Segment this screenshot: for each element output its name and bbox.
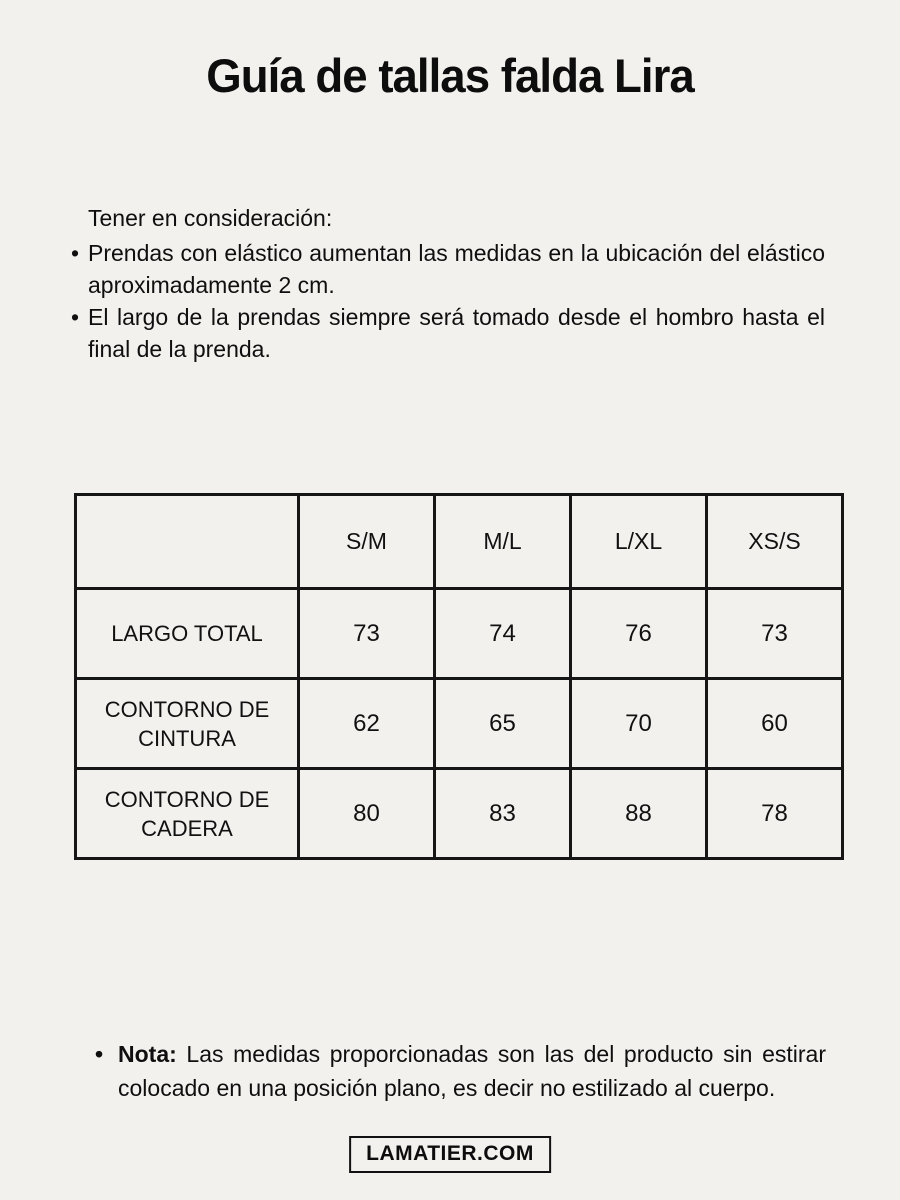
measure-value: 60 (707, 679, 843, 769)
table-row (76, 589, 843, 679)
size-table-header-row (76, 495, 843, 589)
size-table-header (76, 495, 843, 589)
measure-value: 83 (435, 769, 571, 859)
measure-value: 70 (571, 679, 707, 769)
measure-value: 78 (707, 769, 843, 859)
measure-value: 88 (571, 769, 707, 859)
size-table (74, 493, 844, 860)
page-title: Guía de tallas falda Lira (206, 49, 694, 102)
consideration-item (74, 301, 825, 365)
size-table-body (76, 589, 843, 859)
measure-value: 73 (707, 589, 843, 679)
consideration-text: El largo de la prendas siempre será tomado desde el hombro hasta el final de la prenda. (88, 304, 825, 362)
measure-value: 73 (299, 589, 435, 679)
measure-value: 80 (299, 769, 435, 859)
considerations-heading: Tener en consideración: (88, 205, 333, 231)
size-table-corner-cell (76, 495, 299, 589)
size-column-header: L/XL (571, 495, 707, 589)
note-text: Las medidas proporcionadas son las del producto sin estirar colocado en una posición plano, es decir no estilizado al cuerpo. (118, 1041, 827, 1101)
measure-value: 65 (435, 679, 571, 769)
measure-value: 74 (435, 589, 571, 679)
measure-value: 76 (571, 589, 707, 679)
table-row (76, 769, 843, 859)
size-column-header: S/M (299, 495, 435, 589)
table-row (76, 679, 843, 769)
measure-label: LARGO TOTAL (76, 589, 299, 679)
measure-label: CONTORNO DE CINTURA (76, 679, 299, 769)
size-column-header: M/L (435, 495, 571, 589)
considerations-section (74, 202, 825, 365)
note-label: Nota: (118, 1041, 177, 1067)
considerations-list (74, 237, 825, 365)
consideration-text: Prendas con elástico aumentan las medidas en la ubicación del elástico aproximadamente 2 cm. (88, 240, 825, 298)
consideration-item (74, 237, 825, 301)
note-paragraph (95, 1037, 826, 1105)
size-column-header: XS/S (707, 495, 843, 589)
measure-value: 62 (299, 679, 435, 769)
brand-footer: LAMATIER.COM (349, 1136, 551, 1173)
measure-label: CONTORNO DE CADERA (76, 769, 299, 859)
